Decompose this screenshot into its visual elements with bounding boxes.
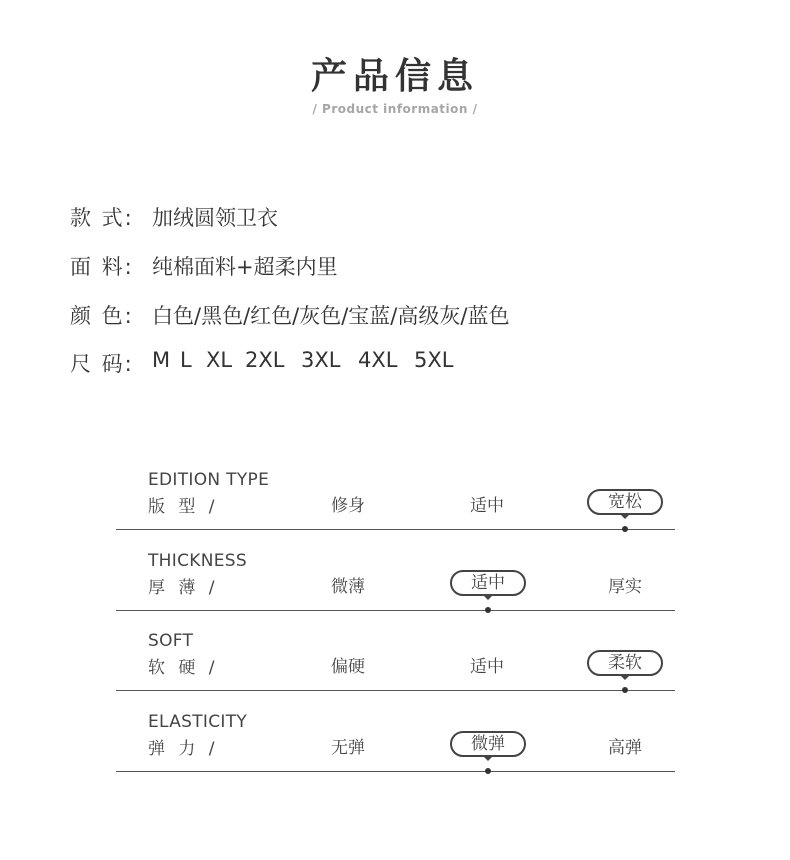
spec-divider	[116, 690, 675, 691]
selection-dot	[485, 768, 491, 774]
info-label: 颜 色:	[70, 304, 134, 328]
spec-label-en: EDITION TYPE	[148, 470, 270, 490]
spec-option: 适中	[470, 657, 504, 677]
size-item: 3XL	[301, 348, 341, 372]
spec-label-cn: 弹 力 /	[148, 739, 219, 759]
size-item: XL	[206, 348, 233, 372]
selection-pointer	[620, 514, 630, 519]
info-label: 面 料:	[70, 255, 134, 279]
spec-label-cn: 软 硬 /	[148, 658, 219, 678]
info-value: 白色/黑色/红色/灰色/宝蓝/高级灰/蓝色	[152, 304, 510, 328]
size-item: 4XL	[358, 348, 398, 372]
spec-row-soft	[116, 611, 675, 691]
spec-divider	[116, 529, 675, 530]
spec-row-edition-type	[116, 450, 675, 530]
spec-divider	[116, 771, 675, 772]
page-subtitle: / Product information /	[312, 102, 478, 116]
spec-option: 修身	[331, 496, 365, 516]
page-title: 产品信息	[310, 56, 479, 97]
spec-option: 偏硬	[331, 657, 365, 677]
size-item: 5XL	[414, 348, 454, 372]
size-item: M	[152, 348, 171, 372]
spec-option: 微薄	[331, 577, 365, 597]
selection-pointer	[620, 675, 630, 680]
spec-option-selected: 柔软	[587, 650, 663, 676]
spec-row-thickness	[116, 531, 675, 611]
size-item: L	[180, 348, 192, 372]
spec-row-elasticity	[116, 692, 675, 772]
info-label: 款 式:	[70, 206, 134, 230]
size-item: 2XL	[245, 348, 285, 372]
info-row-size	[70, 348, 490, 378]
selection-pointer	[483, 756, 493, 761]
spec-option-selected: 宽松	[587, 489, 663, 515]
info-label: 尺 码:	[70, 352, 134, 376]
spec-option: 高弹	[608, 738, 642, 758]
spec-option-selected: 微弹	[450, 731, 526, 757]
spec-option: 厚实	[608, 577, 642, 597]
info-value: 加绒圆领卫衣	[152, 206, 278, 230]
spec-label-en: SOFT	[148, 631, 194, 651]
spec-label-cn: 厚 薄 /	[148, 578, 219, 598]
spec-label-cn: 版 型 /	[148, 497, 219, 517]
selection-pointer	[483, 595, 493, 600]
spec-option-selected: 适中	[450, 570, 526, 596]
spec-option: 无弹	[331, 738, 365, 758]
info-value: 纯棉面料+超柔内里	[152, 255, 338, 279]
spec-label-en: ELASTICITY	[148, 712, 248, 732]
spec-option: 适中	[470, 496, 504, 516]
spec-label-en: THICKNESS	[148, 551, 247, 571]
